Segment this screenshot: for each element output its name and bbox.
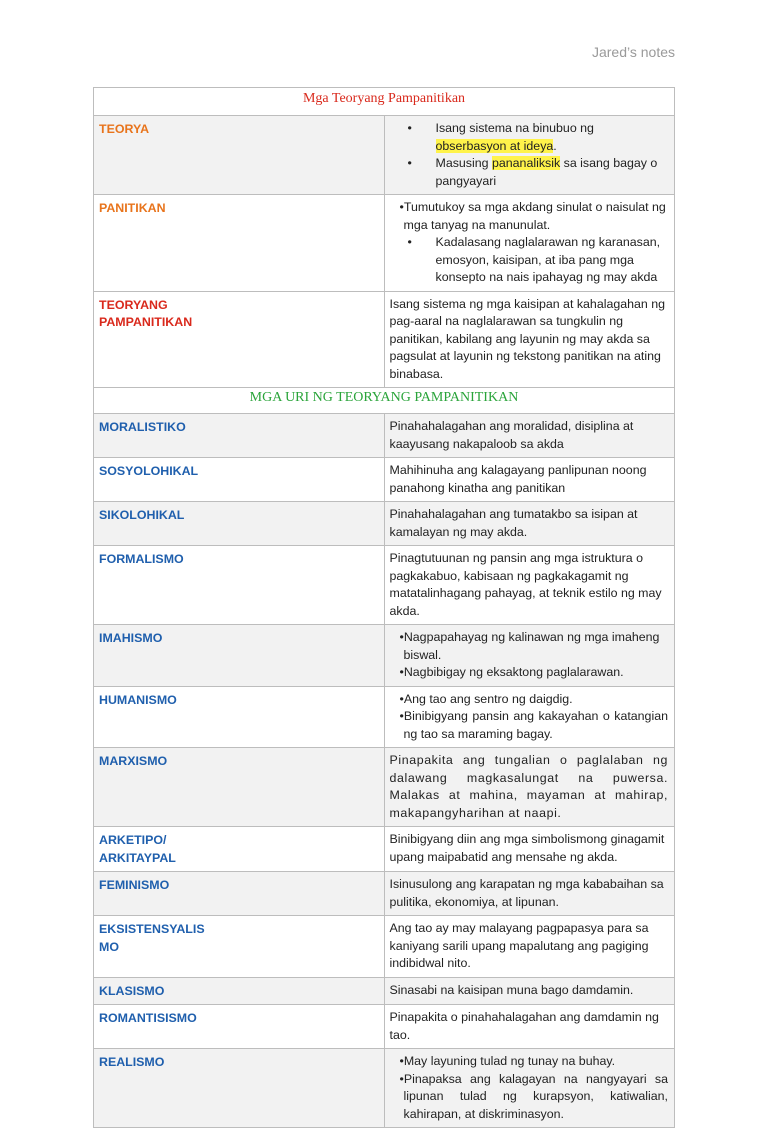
term-line: MO	[99, 939, 119, 954]
list-item: •May layuning tulad ng tunay na buhay.	[399, 1054, 616, 1068]
term-moralistiko: MORALISTIKO	[94, 414, 385, 458]
term-klasismo: KLASISMO	[94, 977, 385, 1005]
list-item: •Ang tao ang sentro ng daigdig.	[399, 691, 573, 706]
term-line: TEORYANG	[99, 297, 168, 312]
list-item: •Nagbibigay ng eksaktong paglalarawan.	[399, 665, 624, 679]
term-realismo: REALISMO	[94, 1049, 385, 1128]
highlighted-text: pananaliksik	[491, 156, 561, 170]
term-sosyolohikal: SOSYOLOHIKAL	[94, 458, 385, 502]
def-panitikan	[384, 195, 675, 292]
table-row	[94, 916, 675, 978]
term-sikolohikal: SIKOLOHIKAL	[94, 502, 385, 546]
def-romantisismo: Pinapakita o pinahahalagahan ang damdamin ng tao.	[384, 1005, 675, 1049]
list-item: •Binibigyang pansin ang kakayahan o katangian ng tao sa maraming bagay.	[399, 709, 668, 741]
text: .	[553, 138, 557, 153]
list-item	[390, 155, 669, 190]
table-row	[94, 116, 675, 195]
term-feminismo: FEMINISMO	[94, 872, 385, 916]
def-klasismo: Sinasabi na kaisipan muna bago damdamin.	[384, 977, 675, 1005]
subtitle-row	[94, 388, 675, 414]
term-line: EKSISTENSYALIS	[99, 922, 205, 936]
term-line: ARKETIPO/	[99, 833, 167, 847]
table-row	[94, 458, 675, 502]
text: sa isang bagay o pangyayari	[435, 156, 658, 188]
highlighted-text: obserbasyon at ideya	[435, 138, 554, 153]
def-arketipo: Binibigyang diin ang mga simbolismong ginagamit upang maipabatid ang mensahe ng akda.	[384, 827, 675, 872]
bullet-list	[390, 234, 669, 287]
table-row	[94, 748, 675, 827]
table-row	[94, 195, 675, 292]
list-item: •Nagpapahayag ng kalinawan ng mga imaheng biswal.	[399, 630, 660, 662]
list-item: • Kadalasang naglalarawan ng karanasan, emosyon, kaisipan, at iba pang mga konsepto na nais ipahayag ng may akda	[390, 234, 669, 287]
term-eksistensyalismo	[94, 916, 385, 978]
def-marxismo: Pinapakita ang tungalian o paglalaban ng dalawang magkasalungat na puwersa. Malakas at mahina, mayaman at mahirap, makapangyharihan at naapi.	[384, 748, 675, 827]
table-row	[94, 827, 675, 872]
def-humanismo	[384, 686, 675, 748]
text: Masusing	[435, 156, 492, 170]
def-feminismo: Isinusulong ang karapatan ng mga kababaihan sa pulitika, ekonomiya, at lipunan.	[384, 872, 675, 916]
def-imahismo	[384, 625, 675, 687]
table-row	[94, 872, 675, 916]
table-row	[94, 686, 675, 748]
term-imahismo: IMAHISMO	[94, 625, 385, 687]
table-row	[94, 977, 675, 1005]
table-row	[94, 1049, 675, 1128]
term-teorya: TEORYA	[94, 116, 385, 195]
table-title: Mga Teoryang Pampanitikan	[94, 88, 675, 116]
table-row	[94, 502, 675, 546]
def-realismo	[384, 1049, 675, 1128]
header-note: Jared’s notes	[591, 44, 675, 60]
def-sosyolohikal: Mahihinuha ang kalagayang panlipunan noong panahong kinatha ang panitikan	[384, 458, 675, 502]
def-teoryang-pampanitikan: Isang sistema ng mga kaisipan at kahalagahan ng pag-aaral na naglalarawan sa tungkulin ng panitikan, kabilang ang layunin ng may akda sa pagsulat at layunin ng tekstong panitikan na ating binabasa.	[384, 291, 675, 388]
def-eksistensyalismo: Ang tao ay may malayang pagpapasya para sa kaniyang sarili upang mapalutang ang pagiging indibidwal nito.	[384, 916, 675, 978]
term-humanismo: HUMANISMO	[94, 686, 385, 748]
list-item	[390, 120, 669, 155]
list-item: •Pinapaksa ang kalagayan na nangyayari sa lipunan tulad ng kurapsyon, katiwalian, kahirapan, at diskriminasyon.	[399, 1071, 668, 1121]
term-teoryang-pampanitikan	[94, 291, 385, 388]
term-romantisismo: ROMANTISISMO	[94, 1005, 385, 1049]
term-line: PAMPANITIKAN	[99, 315, 193, 329]
theories-table	[93, 87, 675, 1128]
term-marxismo: MARXISMO	[94, 748, 385, 827]
term-arketipo	[94, 827, 385, 872]
term-panitikan: PANITIKAN	[94, 195, 385, 292]
table-row	[94, 291, 675, 388]
def-formalismo: Pinagtutuunan ng pansin ang mga istruktura o pagkakabuo, kabisaan ng pagkakagamit ng matatalinhagang pahayag, at teknik estilo ng may akda.	[384, 546, 675, 625]
title-row	[94, 88, 675, 116]
def-teorya	[384, 116, 675, 195]
table-subtitle: MGA URI NG TEORYANG PAMPANITIKAN	[94, 388, 675, 414]
list-item: •Tumutukoy sa mga akdang sinulat o naisulat ng mga tanyag na manunulat.	[399, 200, 666, 232]
def-sikolohikal: Pinahahalagahan ang tumatakbo sa isipan at kamalayan ng may akda.	[384, 502, 675, 546]
table-row	[94, 625, 675, 687]
text: Isang sistema na binubuo ng	[435, 121, 594, 135]
table-row	[94, 414, 675, 458]
bullet-list	[390, 120, 669, 190]
term-line: ARKITAYPAL	[99, 850, 176, 865]
def-moralistiko: Pinahahalagahan ang moralidad, disiplina at kaayusang nakapaloob sa akda	[384, 414, 675, 458]
table-row	[94, 546, 675, 625]
table-row	[94, 1005, 675, 1049]
term-formalismo: FORMALISMO	[94, 546, 385, 625]
